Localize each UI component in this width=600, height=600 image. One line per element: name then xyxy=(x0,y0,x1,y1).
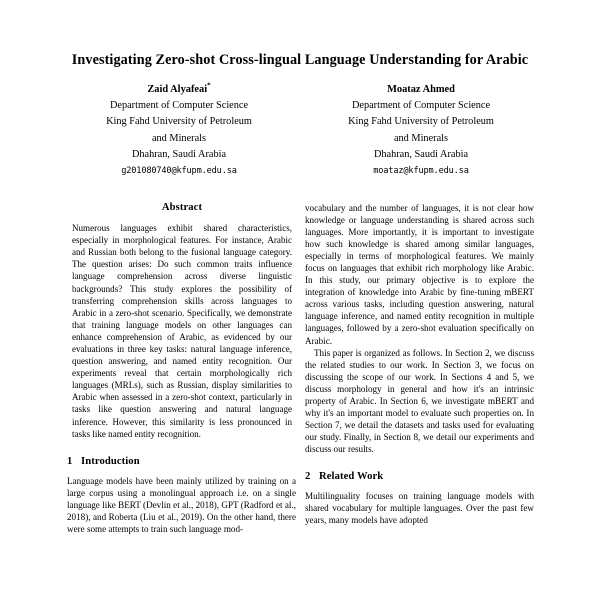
author-block-1 xyxy=(66,82,292,179)
page-title: Investigating Zero-shot Cross-lingual Language Understanding for Arabic xyxy=(71,52,529,68)
abstract-body: Numerous languages exhibit shared characteristics, especially in morphological features. For instance, Arabic and Russian both belong to the fusional language category. The question arises: Do such common traits influence language comprehension across diverse linguistic backgrounds? This study explores the possibility of transferring comprehension skills across languages to Arabic in a zero-shot scenario. Specifically, we demonstrate that training language models on other languages can enhance comprehension of Arabic, as evidenced by our evaluations in three key tasks: natural language inference, question answering, and named entity recognition. Our experiments reveal that certain morphologically rich languages (MRLs), such as Russian, display similarities to Arabic when assessed in a zero-shot context, particularly in tasks like question answering and natural language inference. However, this similarity is less pronounced in tasks like named entity recognition. xyxy=(72,223,292,439)
related-work-paragraph-1: Multilinguality focuses on training language models with shared vocabulary for multiple languages. Over the past few years, many models have adopted xyxy=(305,491,534,526)
abstract-section xyxy=(67,202,296,440)
author-footnote-marker: * xyxy=(207,81,211,90)
abstract-heading: Abstract xyxy=(161,202,203,213)
section-number: 1 xyxy=(67,455,73,467)
author-name xyxy=(308,82,534,98)
left-column xyxy=(67,202,296,535)
author-location: Dhahran, Saudi Arabia xyxy=(131,148,227,160)
author-department: Department of Computer Science xyxy=(109,100,249,112)
section-title: Related Work xyxy=(319,470,384,482)
author-email[interactable]: moataz@kfupm.edu.sa xyxy=(373,166,469,177)
introduction-paragraph-1: Language models have been mainly utilized by training on a large corpus using a monolingual approach i.e. on a single language like BERT (Devlin et al., 2018), GPT (Radford et al., 2018), and Roberta (Liu et al., 2019). On the other hand, there were some attempts to train such language mod- xyxy=(67,475,296,534)
author-institution-line2: and Minerals xyxy=(393,132,449,144)
author-list xyxy=(66,82,534,179)
organization-paragraph: This paper is organized as follows. In Section 2, we discuss the related studies to our work. In Section 3, we focus on discussing the scope of our work. In Sections 4 and 5, we discuss morphology in general and how it's an intrinsic property of Arabic. In Section 6, we investigate mBERT and why it's an important model to evaluate such properties on. In Section 7, we detail the datasets and tasks used for evaluating our study. Finally, in Section 8, we detail our experiments and discuss our results. xyxy=(305,347,534,454)
author-name-text: Moataz Ahmed xyxy=(387,84,455,95)
author-name-text: Zaid Alyafeai xyxy=(147,84,208,95)
section-heading-related-work xyxy=(305,471,534,483)
author-name xyxy=(66,82,292,98)
author-email[interactable]: g201080740@kfupm.edu.sa xyxy=(121,166,237,177)
author-institution-line1: King Fahd University of Petroleum xyxy=(348,116,494,128)
section-heading-introduction xyxy=(67,456,296,468)
author-institution-line1: King Fahd University of Petroleum xyxy=(106,116,252,128)
author-institution-line2: and Minerals xyxy=(151,132,207,144)
right-column xyxy=(305,202,534,526)
section-title: Introduction xyxy=(81,455,140,467)
section-number: 2 xyxy=(305,470,311,482)
continued-paragraph: vocabulary and the number of languages, it is not clear how knowledge or language understanding is shared across such languages. More importantly, it is important to investigate how such knowledge is shared among similar languages, especially in terms of morphological features. We mainly focus on languages that exhibit rich morphology like Arabic. In this study, our primary objective is to explore the integration of knowledge into Arabic by fine-tuning mBERT across various tasks, including question answering, natural language inference, and named entity recognition in multiple languages, followed by a zero-shot evaluation specifically on Arabic. xyxy=(305,203,534,346)
author-location: Dhahran, Saudi Arabia xyxy=(373,148,469,160)
author-department: Department of Computer Science xyxy=(351,100,491,112)
author-block-2 xyxy=(308,82,534,179)
